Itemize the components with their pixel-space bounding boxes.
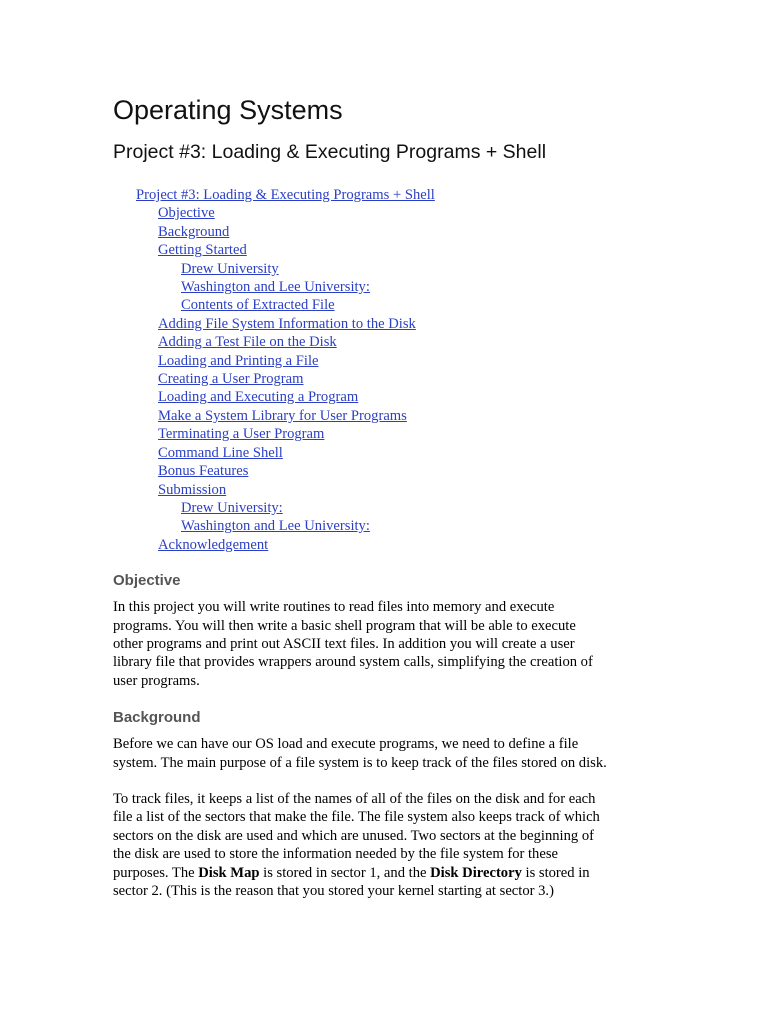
toc-link-getting-started[interactable]: Getting Started — [158, 242, 247, 259]
text-line: sectors on the disk are used and which are unused. Two sectors at the beginning of — [113, 827, 594, 844]
text-line: the disk are used to store the information needed by the file system for these — [113, 846, 558, 863]
toc-item — [113, 444, 658, 462]
text-line: sector 2. (This is the reason that you stored your kernel starting at sector 3.) — [113, 883, 554, 899]
toc-link-project[interactable]: Project #3: Loading & Executing Programs + Shell — [136, 187, 435, 203]
text-line: library file that provides wrappers around system calls, simplifying the creation of — [113, 654, 593, 671]
toc-link-system-library[interactable]: Make a System Library for User Programs — [158, 407, 407, 424]
toc-link-background[interactable]: Background — [158, 223, 230, 240]
background-heading: Background — [113, 709, 201, 727]
toc-item — [113, 315, 658, 333]
toc-item — [113, 278, 658, 296]
toc-item — [113, 352, 658, 370]
toc-item — [113, 370, 658, 388]
toc-link-contents-extracted[interactable]: Contents of Extracted File — [181, 297, 335, 314]
toc-link-loading-printing[interactable]: Loading and Printing a File — [158, 352, 319, 369]
background-paragraph-2 — [113, 790, 658, 900]
document-page — [113, 92, 658, 900]
toc-link-submission-washington-lee[interactable]: Washington and Lee University: — [181, 518, 370, 535]
toc-link-submission-drew[interactable]: Drew University: — [181, 499, 283, 516]
toc-link-submission[interactable]: Submission — [158, 481, 227, 498]
toc-link-washington-lee[interactable]: Washington and Lee University: — [181, 279, 370, 296]
document-subtitle: Project #3: Loading & Executing Programs + Shell — [113, 141, 547, 163]
text-line: file a list of the sectors that make the file. The file system also keeps track of which — [113, 809, 600, 826]
toc-item — [113, 517, 658, 535]
toc-item — [113, 296, 658, 314]
text-line: user programs. — [113, 672, 200, 689]
text-run: is stored in sector 1, and the — [259, 864, 431, 881]
toc-link-terminating[interactable]: Terminating a User Program — [158, 426, 325, 443]
text-line — [113, 865, 590, 881]
text-line: In this project you will write routines to read files into memory and execute — [113, 599, 555, 616]
toc-item — [113, 333, 658, 351]
toc-item — [113, 204, 658, 222]
toc-link-file-system-info[interactable]: Adding File System Information to the Disk — [158, 315, 416, 332]
objective-heading: Objective — [113, 572, 181, 590]
toc-item — [113, 499, 658, 517]
toc-link-test-file[interactable]: Adding a Test File on the Disk — [158, 334, 337, 351]
disk-directory-term: Disk Directory — [430, 864, 522, 881]
toc-item — [113, 481, 658, 499]
text-line: programs. You will then write a basic shell program that will be able to execute — [113, 617, 576, 634]
toc-item — [113, 407, 658, 425]
text-run: is stored in — [521, 864, 590, 881]
text-line: other programs and print out ASCII text files. In addition you will create a user — [113, 635, 575, 652]
toc-link-creating-user-program[interactable]: Creating a User Program — [158, 371, 304, 388]
toc-item — [113, 186, 658, 204]
toc-item — [113, 462, 658, 480]
toc-link-command-line-shell[interactable]: Command Line Shell — [158, 444, 283, 461]
toc-item — [113, 536, 658, 554]
toc-item — [113, 260, 658, 278]
toc-item — [113, 388, 658, 406]
objective-paragraph — [113, 598, 658, 690]
toc-item — [113, 223, 658, 241]
toc-link-bonus-features[interactable]: Bonus Features — [158, 463, 249, 480]
toc-link-acknowledgement[interactable]: Acknowledgement — [158, 536, 269, 553]
text-line: To track files, it keeps a list of the names of all of the files on the disk and for each — [113, 790, 596, 807]
document-title: Operating Systems — [113, 95, 343, 125]
text-run: purposes. The — [113, 864, 199, 881]
toc-link-loading-executing[interactable]: Loading and Executing a Program — [158, 389, 359, 406]
table-of-contents — [113, 186, 658, 554]
text-line: Before we can have our OS load and execute programs, we need to define a file — [113, 736, 579, 753]
toc-link-objective[interactable]: Objective — [158, 205, 215, 222]
toc-item — [113, 425, 658, 443]
toc-link-drew-university[interactable]: Drew University — [181, 260, 279, 277]
toc-item — [113, 241, 658, 259]
background-paragraph-1 — [113, 735, 658, 772]
disk-map-term: Disk Map — [198, 864, 260, 881]
text-line: system. The main purpose of a file system is to keep track of the files stored on disk. — [113, 754, 607, 771]
